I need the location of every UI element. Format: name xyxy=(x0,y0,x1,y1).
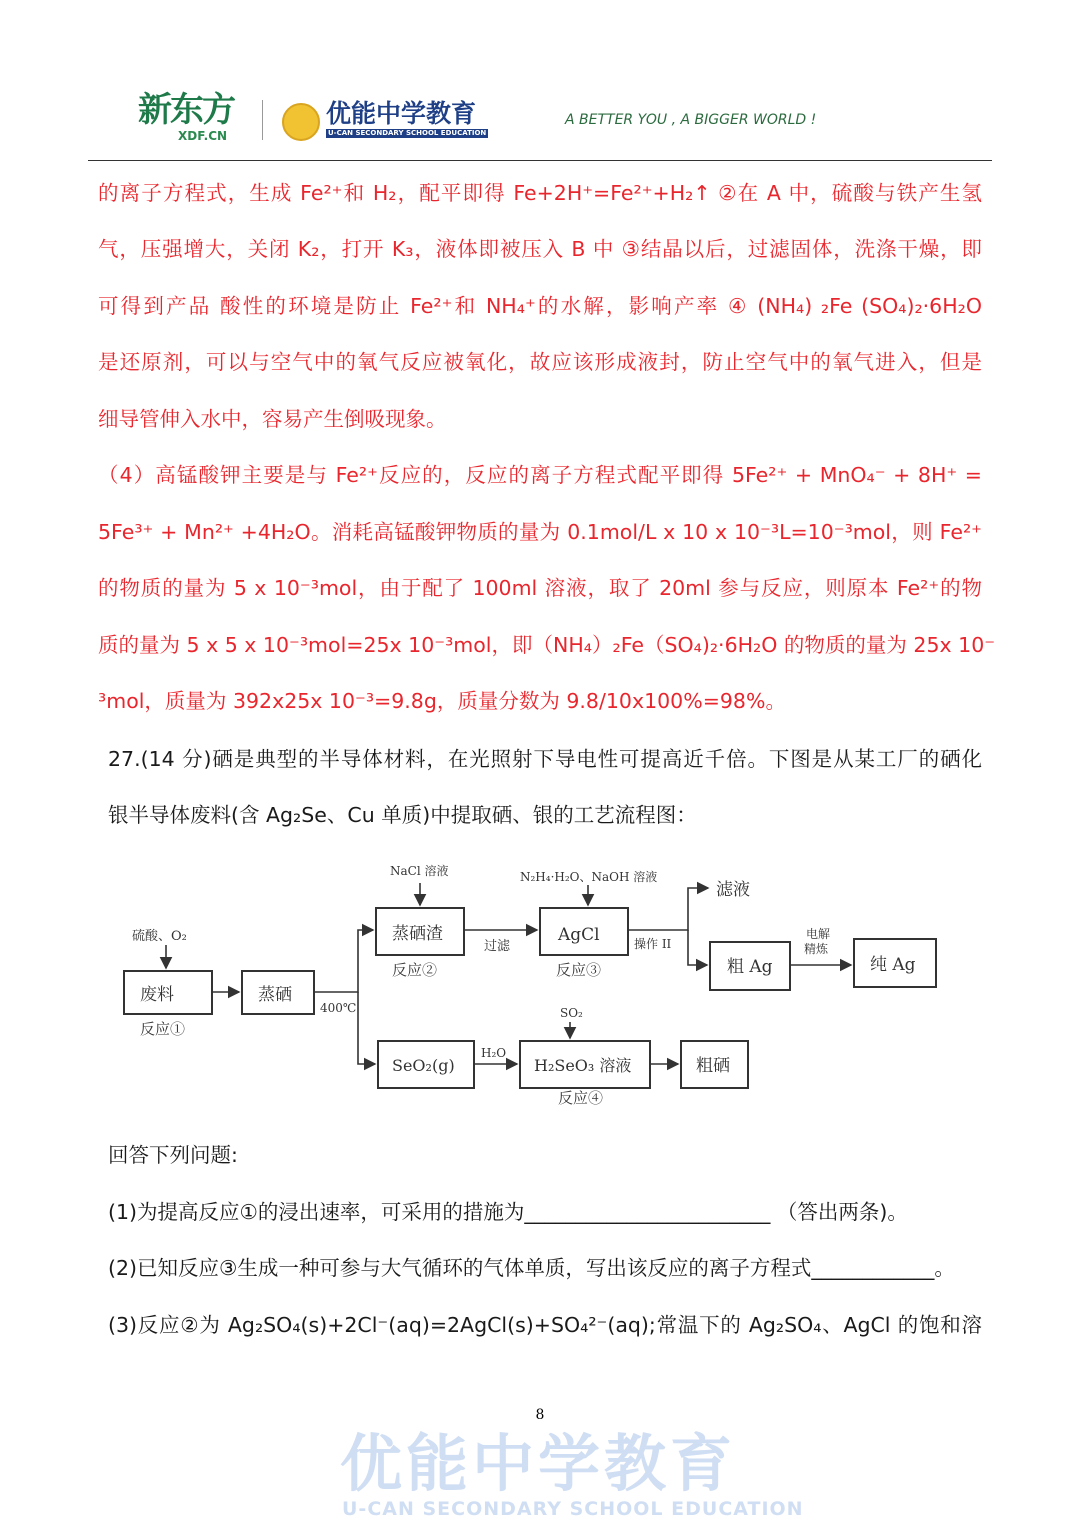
label-electrolysis: 电解 xyxy=(806,927,831,941)
answer-line: 气，压强增大，关闭 K₂，打开 K₃，液体即被压入 B 中 ③结晶以后，过滤固体，洗涤干燥，即 xyxy=(98,237,982,261)
question-prompt: 回答下列问题: xyxy=(108,1143,238,1167)
watermark-text: 优能中学教育 xyxy=(340,1427,737,1500)
question-intro: 银半导体废料(含 Ag₂Se、Cu 单质)中提取硒、银的工艺流程图： xyxy=(108,803,697,827)
slogan: A BETTER YOU , A BIGGER WORLD ! xyxy=(565,112,817,128)
answer-line: 细导管伸入水中，容易产生倒吸现象。 xyxy=(98,407,447,431)
watermark xyxy=(340,1427,804,1520)
label-reaction1: 反应① xyxy=(140,1020,186,1038)
answer-line: 可得到产品 酸性的环境是防止 Fe²⁺和 NH₄⁺的水解，影响产率 ④ (NH₄) ₂Fe (SO₄)₂·6H₂O xyxy=(98,294,982,318)
answer-line: ³mol，质量为 392x25x 10⁻³=9.8g，质量分数为 9.8/10x100%=98%。 xyxy=(98,689,786,713)
label-residue: 蒸硒渣 xyxy=(392,924,443,944)
answer-line: 的离子方程式，生成 Fe²⁺和 H₂，配平即得 Fe+2H⁺=Fe²⁺+H₂↑ ②在 A 中，硫酸与铁产生氢 xyxy=(98,181,982,205)
input-acid-o2: 硫酸、O₂ xyxy=(132,929,187,944)
label-filter: 过滤 xyxy=(484,939,511,954)
ucan-logo-text: 优能中学教育 xyxy=(326,99,477,128)
label-filtrate: 滤液 xyxy=(716,880,750,900)
ucan-logo-sub: U-CAN SECONDARY SCHOOL EDUCATION xyxy=(328,129,487,137)
sub-question-1: (1)为提高反应①的浸出速率，可采用的措施为________________________ （答出两条)。 xyxy=(108,1200,908,1224)
label-agcl: AgCl xyxy=(558,925,600,945)
label-operation2: 操作 II xyxy=(634,937,672,951)
label-temp: 400℃ xyxy=(320,1001,357,1015)
label-distill: 蒸硒 xyxy=(258,985,292,1005)
xdf-logo-text: 新东方 xyxy=(138,90,234,130)
watermark-sub: U-CAN SECONDARY SCHOOL EDUCATION xyxy=(342,1498,804,1520)
xdf-logo-sub: XDF.CN xyxy=(178,129,228,143)
answer-line: 质的量为 5 x 5 x 10⁻³mol=25x 10⁻³mol，即（NH₄）₂Fe（SO₄)₂·6H₂O 的物质的量为 25x 10⁻ xyxy=(98,633,996,657)
input-so2: SO₂ xyxy=(560,1006,583,1020)
answer-line: 5Fe³⁺ + Mn²⁺ +4H₂O。消耗高锰酸钾物质的量为 0.1mol/L x 10 x 10⁻³L=10⁻³mol，则 Fe²⁺ xyxy=(98,520,982,544)
label-crude-ag: 粗 Ag xyxy=(727,957,773,977)
label-reaction2: 反应② xyxy=(392,961,438,979)
label-pure-ag: 纯 Ag xyxy=(870,955,916,975)
sub-question-2: (2)已知反应③生成一种可参与大气循环的气体单质，写出该反应的离子方程式____________。 xyxy=(108,1256,955,1280)
label-crude-se: 粗硒 xyxy=(696,1056,730,1076)
label-reaction3: 反应③ xyxy=(556,961,602,979)
answer-line: 是还原剂，可以与空气中的氧气反应被氧化，故应该形成液封，防止空气中的氧气进入，但是 xyxy=(98,350,982,374)
input-n2h4: N₂H₄·H₂O、NaOH 溶液 xyxy=(520,870,658,884)
label-seo2: SeO₂(g) xyxy=(392,1056,455,1075)
sub-question-3: (3)反应②为 Ag₂SO₄(s)+2Cl⁻(aq)=2AgCl(s)+SO₄²⁻(aq);常温下的 Ag₂SO₄、AgCl 的饱和溶 xyxy=(108,1313,982,1337)
answer-line: （4）高锰酸钾主要是与 Fe²⁺反应的，反应的离子方程式配平即得 5Fe²⁺ + MnO₄⁻ + 8H⁺ = xyxy=(98,463,982,487)
input-nacl: NaCl 溶液 xyxy=(390,864,449,878)
answer-line: 的物质的量为 5 x 10⁻³mol，由于配了 100ml 溶液，取了 20ml 参与反应，则原本 Fe²⁺的物 xyxy=(98,576,982,600)
question-intro: 27.(14 分)硒是典型的半导体材料，在光照射下导电性可提高近千倍。下图是从某工厂的硒化 xyxy=(108,747,982,771)
label-refine: 精炼 xyxy=(804,942,829,956)
label-water: H₂O xyxy=(481,1046,507,1060)
label-reaction4: 反应④ xyxy=(558,1089,604,1107)
label-h2seo3: H₂SeO₃ 溶液 xyxy=(534,1056,632,1075)
label-waste: 废料 xyxy=(140,985,174,1005)
page-number: 8 xyxy=(535,1407,545,1423)
